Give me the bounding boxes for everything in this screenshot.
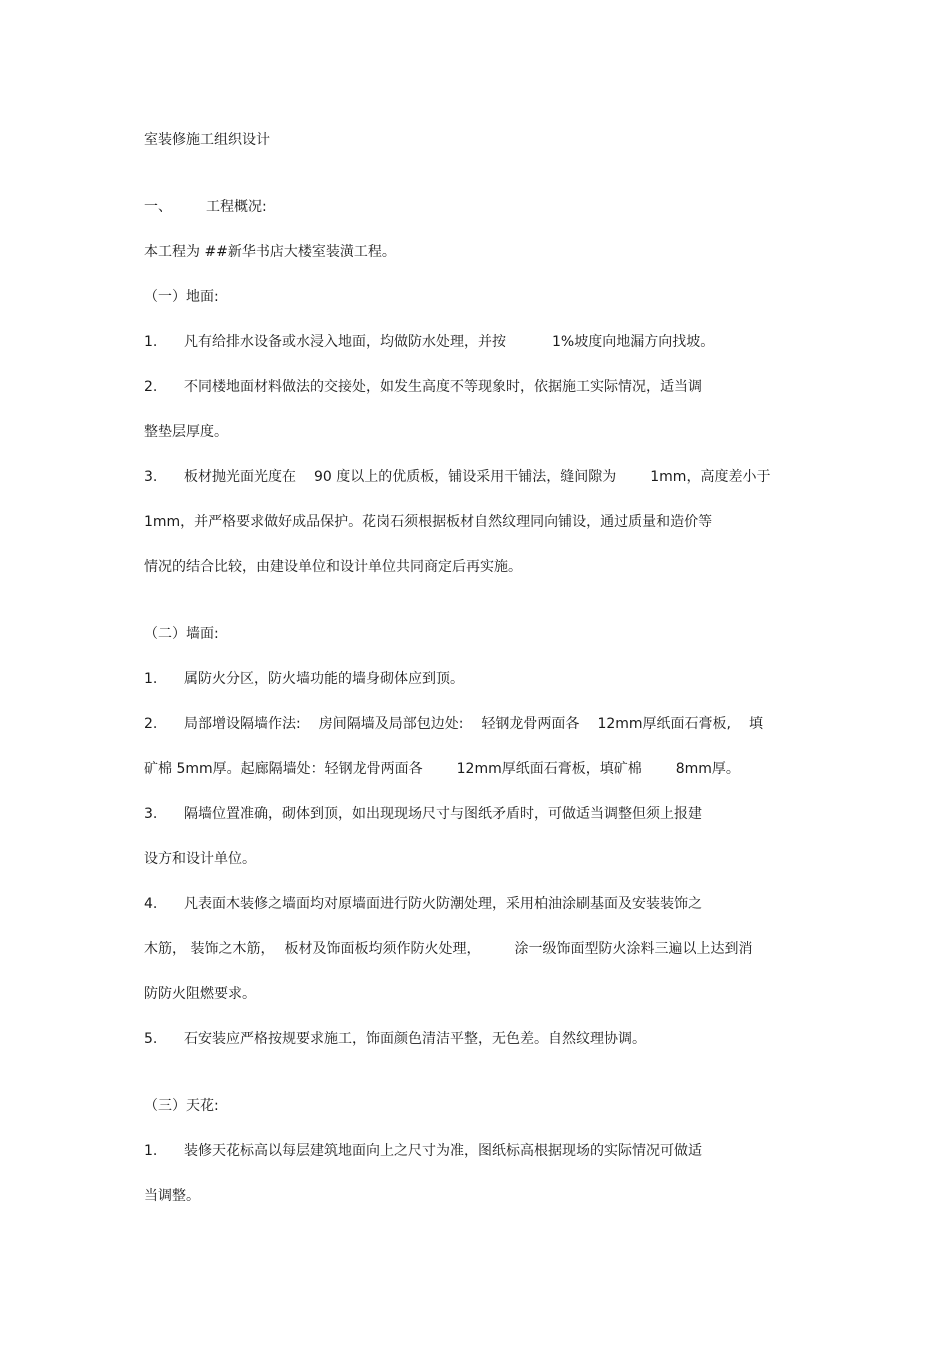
- item-text: 8mm厚。: [675, 761, 740, 777]
- wall-item-2: [144, 715, 763, 733]
- item-text: 隔墙位置准确，砌体到顶，如出现现场尺寸与图纸矛盾时，可做适当调整但须上报建: [184, 806, 702, 822]
- item-text: 板材抛光面光度在: [184, 469, 296, 485]
- floor-item-3-continued: 情况的结合比较，由建设单位和设计单位共同商定后再实施。: [144, 559, 522, 575]
- intro-paragraph: 本工程为 ##新华书店大楼室装潢工程。: [144, 244, 396, 260]
- item-text: 矿棉 5mm厚。起廊隔墙处：轻钢龙骨两面各: [144, 761, 423, 777]
- wall-item-2-continued: [144, 760, 740, 778]
- item-text: 12mm厚纸面石膏板,: [597, 716, 731, 732]
- wall-item-4-continued: 防防火阻燃要求。: [144, 986, 256, 1002]
- item-text: 90 度以上的优质板，铺设采用干铺法，缝间隙为: [314, 469, 617, 485]
- item-text: 房间隔墙及局部包边处:: [318, 716, 464, 732]
- floor-item-3: [144, 468, 770, 486]
- item-number: 3.: [144, 806, 158, 822]
- item-text: 填: [748, 716, 763, 732]
- ceiling-item-1: [144, 1142, 702, 1160]
- item-number: 1.: [144, 1143, 158, 1159]
- item-text: 凡表面木装修之墙面均对原墙面进行防火防潮处理，采用柏油涂刷基面及安装装饰之: [184, 896, 702, 912]
- item-text: 1%坡度向地漏方向找坡。: [552, 334, 715, 350]
- floor-item-1: [144, 333, 714, 351]
- item-number: 1.: [144, 334, 158, 350]
- item-number: 5.: [144, 1031, 158, 1047]
- section-heading-overview: [144, 198, 267, 216]
- subheading-ceiling: （三）天花:: [144, 1098, 219, 1114]
- item-number: 4.: [144, 896, 158, 912]
- item-text: 12mm厚纸面石膏板，填矿棉: [456, 761, 642, 777]
- item-number: 3.: [144, 469, 158, 485]
- floor-item-2: [144, 378, 702, 396]
- item-text: 凡有给排水设备或水浸入地面，均做防水处理，并按: [184, 334, 506, 350]
- item-text: 涂一级饰面型防火涂料三遍以上达到消: [514, 941, 753, 957]
- wall-item-1: [144, 670, 464, 688]
- wall-item-5: [144, 1030, 646, 1048]
- wall-item-4-continued: [144, 940, 752, 958]
- item-text: 轻钢龙骨两面各: [481, 716, 580, 732]
- ceiling-item-1-continued: 当调整。: [144, 1188, 200, 1204]
- floor-item-3-continued: 1mm，并严格要求做好成品保护。花岗石须根据板材自然纹理同向铺设，通过质量和造价等: [144, 514, 713, 530]
- item-text: 石安装应严格按规要求施工，饰面颜色清洁平整，无色差。自然纹理协调。: [184, 1031, 646, 1047]
- item-number: 2.: [144, 379, 158, 395]
- item-text: 属防火分区，防火墙功能的墙身砌体应到顶。: [184, 671, 464, 687]
- item-text: 装修天花标高以每层建筑地面向上之尺寸为准，图纸标高根据现场的实际情况可做适: [184, 1143, 702, 1159]
- item-text: 板材及饰面板均须作防火处理，: [284, 941, 481, 957]
- section-title: 工程概况:: [206, 199, 267, 215]
- item-number: 2.: [144, 716, 158, 732]
- floor-item-2-continued: 整垫层厚度。: [144, 424, 228, 440]
- item-text: 木筋， 装饰之木筋，: [144, 941, 275, 957]
- item-text: 局部增设隔墙作法:: [184, 716, 301, 732]
- section-number: 一、: [144, 199, 172, 215]
- subheading-wall: （二）墙面:: [144, 626, 219, 642]
- item-number: 1.: [144, 671, 158, 687]
- item-text: 1mm，高度差小于: [650, 469, 771, 485]
- wall-item-3: [144, 805, 702, 823]
- document-title: 室装修施工组织设计: [144, 132, 270, 148]
- subheading-floor: （一）地面:: [144, 289, 219, 305]
- wall-item-4: [144, 895, 702, 913]
- item-text: 不同楼地面材料做法的交接处，如发生高度不等现象时，依据施工实际情况，适当调: [184, 379, 702, 395]
- wall-item-3-continued: 设方和设计单位。: [144, 851, 256, 867]
